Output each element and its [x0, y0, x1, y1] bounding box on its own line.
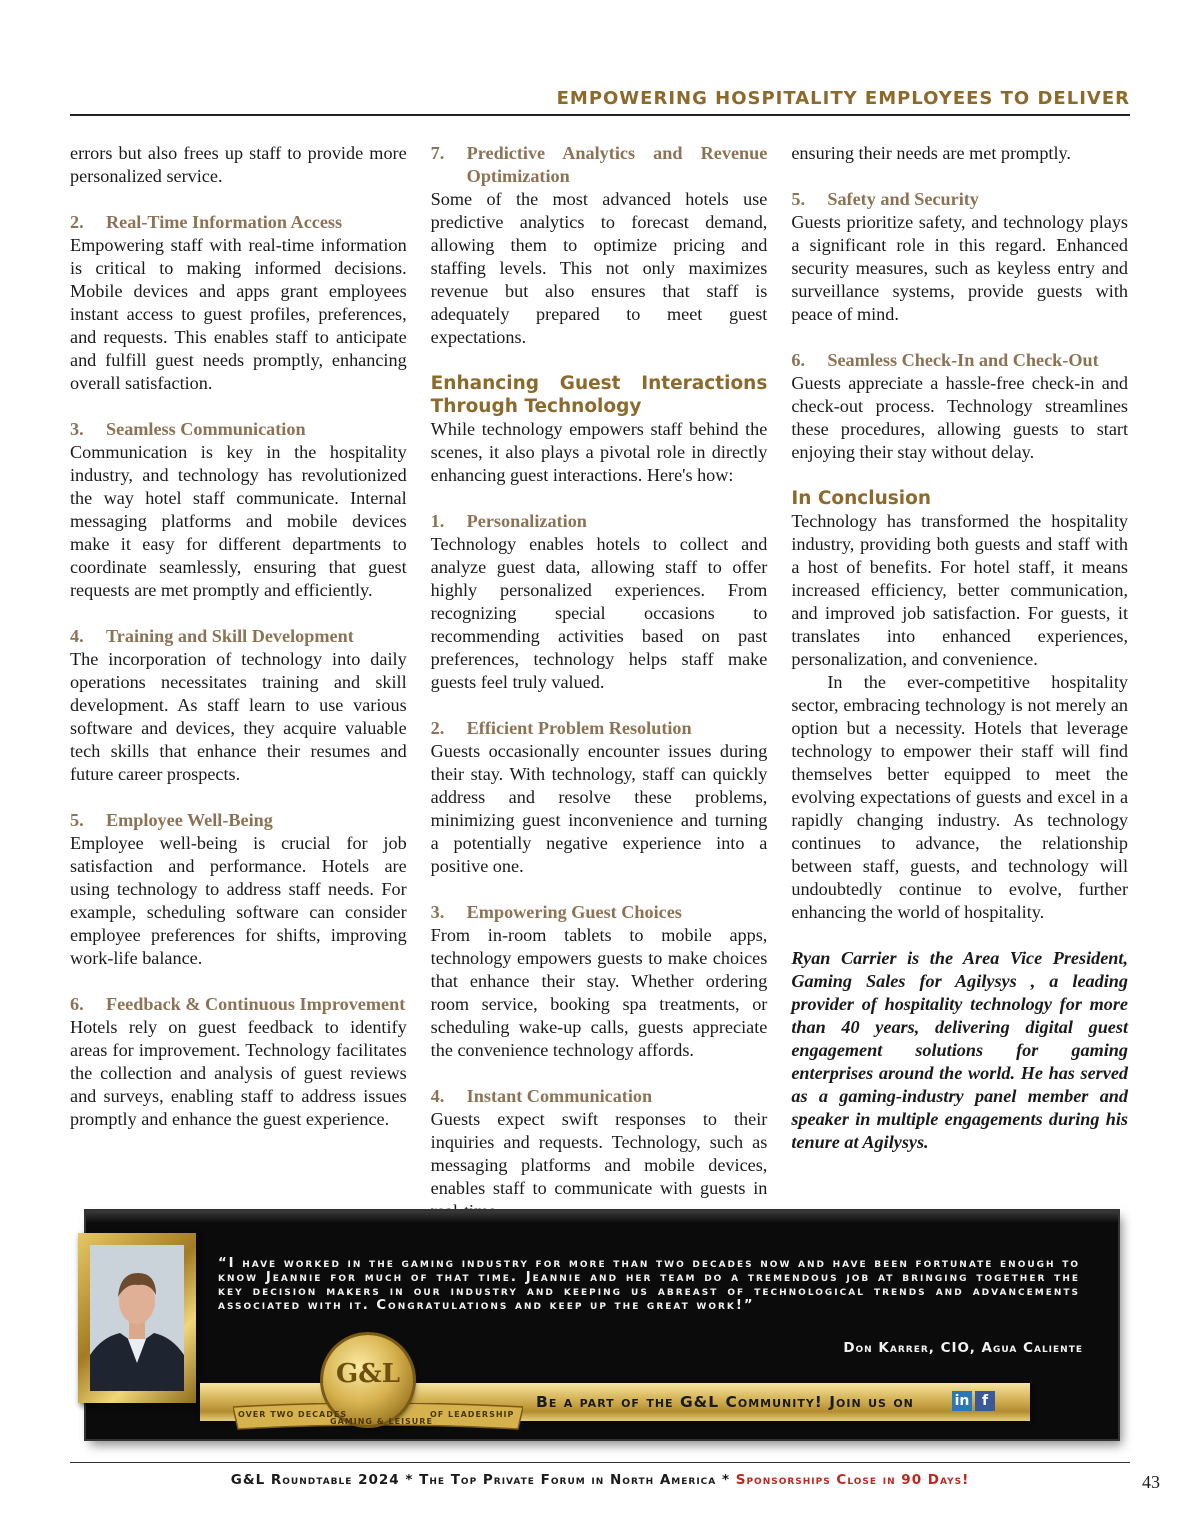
ribbon-text-right: OF LEADERSHIP: [430, 1410, 515, 1419]
paragraph: Technology enables hotels to collect and analyze guest data, allowing staff to offer highly personalized experiences. From recognizing special occasions to recommending activities based on past preferences, technology helps staff make guests feel truly valued.: [430, 534, 768, 692]
paragraph: The incorporation of technology into daily operations necessitates training and skill development. As staff learn to use various software and devices, they acquire valuable tech skills that enhance their resumes and future career prospects.: [70, 649, 407, 784]
paragraph: ensuring their needs are met promptly.: [791, 143, 1071, 163]
section-heading: 2. Efficient Problem Resolution: [430, 718, 692, 738]
column-2: [431, 142, 768, 1223]
paragraph: Guests occasionally encounter issues during their stay. With technology, staff can quickly address and resolve these problems, minimizing guest inconvenience and turning a potentially negative experience into a positive one.: [430, 741, 768, 876]
gl-seal-logo: G&L: [323, 1335, 413, 1425]
section-heading: 3. Seamless Communication: [70, 419, 306, 439]
author-bio: Ryan Carrier is the Area Vice President, Gaming Sales for Agilysys , a leading provider of hospitality technology for more than 40 years, delivering digital guest engagement solutions for gaming enterprises around the world. He has served as a gaming-industry panel member and speaker in multiple engagements during his tenure at Agilysys.: [791, 948, 1129, 1152]
ribbon-text-left: OVER TWO DECADES: [238, 1410, 348, 1419]
section-heading: 4. Training and Skill Development: [70, 626, 354, 646]
page-number: 43: [1142, 1472, 1160, 1492]
section-heading: 5. Employee Well-Being: [70, 810, 273, 830]
column-3: [791, 142, 1128, 1223]
running-header: EMPOWERING HOSPITALITY EMPLOYEES TO DELIVER: [556, 88, 1130, 109]
paragraph: Employee well-being is crucial for job satisfaction and performance. Hotels are using technology to address staff needs. For example, scheduling software can consider employee preferences for shifts, improving work-life balance.: [70, 833, 407, 968]
section-heading: 4. Instant Communication: [430, 1086, 653, 1106]
header-rule: [70, 114, 1130, 116]
paragraph: errors but also frees up staff to provide more personalized service.: [70, 143, 407, 186]
paragraph: Some of the most advanced hotels use predictive analytics to forecast demand, allowing them to optimize pricing and staffing levels. This not only maximizes revenue but also ensures that staff is adequately prepared to meet guest expectations.: [430, 189, 768, 347]
paragraph: Communication is key in the hospitality industry, and technology has revolutionized the way hotel staff communicate. Internal messaging platforms and mobile devices make it easy for different departments to coordinate seamlessly, ensuring that guest requests are met promptly and efficiently.: [70, 442, 407, 600]
section-heading: 7. Predictive Analytics and Revenue Optimization: [430, 143, 768, 186]
paragraph: Technology has transformed the hospitality industry, providing both guests and staff with a host of benefits. For hotel staff, it means increased efficiency, better communication, and improved job satisfaction. For guests, it translates into enhanced experiences, personalization, and convenience.: [791, 511, 1129, 669]
paragraph: Hotels rely on guest feedback to identify areas for improvement. Technology facilitates the collection and analysis of guest reviews and surveys, enabling staff to address issues promptly and enhance the guest experience.: [70, 1017, 407, 1129]
paragraph: Guests prioritize safety, and technology plays a significant role in this regard. Enhanced security measures, such as keyless entry and surveillance systems, provide guests with peace of mind.: [791, 212, 1129, 324]
section-heading: 5. Safety and Security: [791, 189, 979, 209]
column-1: [70, 142, 407, 1223]
portrait-photo: [90, 1245, 184, 1391]
footer-rule: [70, 1462, 1130, 1463]
section-heading: 2. Real-Time Information Access: [70, 212, 343, 232]
paragraph: Guests appreciate a hassle-free check-in and check-out process. Technology streamlines these procedures, allowing guests to start enjoying their stay without delay.: [791, 373, 1129, 462]
paragraph: While technology empowers staff behind the scenes, it also plays a pivotal role in directly enhancing guest interactions. Here's how:: [430, 419, 768, 485]
testimonial-banner: [78, 1205, 1123, 1443]
subheading: Enhancing Guest Interactions Through Technology: [430, 373, 768, 417]
paragraph: Empowering staff with real-time information is critical to making informed decisions. Mobile devices and apps grant employees instant access to guest profiles, preferences, and requests. This enables staff to anticipate and fulfill guest needs promptly, enhancing overall satisfaction.: [70, 235, 407, 393]
portrait-frame: [78, 1233, 196, 1403]
conclusion-heading: In Conclusion: [791, 488, 932, 509]
facebook-icon[interactable]: f: [975, 1391, 995, 1411]
linkedin-icon[interactable]: in: [952, 1391, 972, 1411]
paragraph: In the ever-competitive hospitality sector, embracing technology is not merely an option but a necessity. Hotels that leverage technology to empower their staff will find themselves better equipped to meet the evolving expectations of guests and excel in a rapidly changing industry. As technology continues to advance, the relationship between staff, guests, and technology will undoubtedly continue to evolve, further enhancing the world of hospitality.: [791, 672, 1129, 922]
footer-banner: G&L Roundtable 2024 * The Top Private Forum in North America * Sponsorships Close in 90 Days!: [230, 1472, 970, 1488]
section-heading: 3. Empowering Guest Choices: [430, 902, 682, 922]
testimonial-attribution: Don Karrer, CIO, Agua Caliente: [843, 1340, 1083, 1356]
join-community-text: Be a part of the G&L Community! Join us on: [536, 1393, 914, 1411]
section-heading: 6. Feedback & Continuous Improvement: [70, 994, 406, 1014]
section-heading: 6. Seamless Check-In and Check-Out: [791, 350, 1099, 370]
paragraph: Guests expect swift responses to their inquiries and requests. Technology, such as messaging platforms and mobile devices, enables staff to communicate with guests in: [430, 1109, 768, 1198]
section-heading: 1. Personalization: [430, 511, 587, 531]
testimonial-quote: “I have worked in the gaming industry for more than two decades now and have been fortunate enough to know Jeannie for much of that time. Jeannie and her team do a tremendous job at bringing together the key decision makers in our industry and keeping us abreast of technological trends and advancements associated with it. Congratulations and keep up the great work!”: [218, 1256, 1080, 1313]
ribbon-text-mid: GAMING & LEISURE: [330, 1417, 433, 1426]
person-portrait-icon: [90, 1245, 184, 1391]
paragraph: From in-room tablets to mobile apps, technology empowers guests to make choices that enhance their stay. Whether ordering room service, booking spa treatments, or scheduling wake-up calls, guests appreciate the convenience technology affords.: [430, 925, 768, 1060]
article-body: [70, 142, 1128, 1223]
